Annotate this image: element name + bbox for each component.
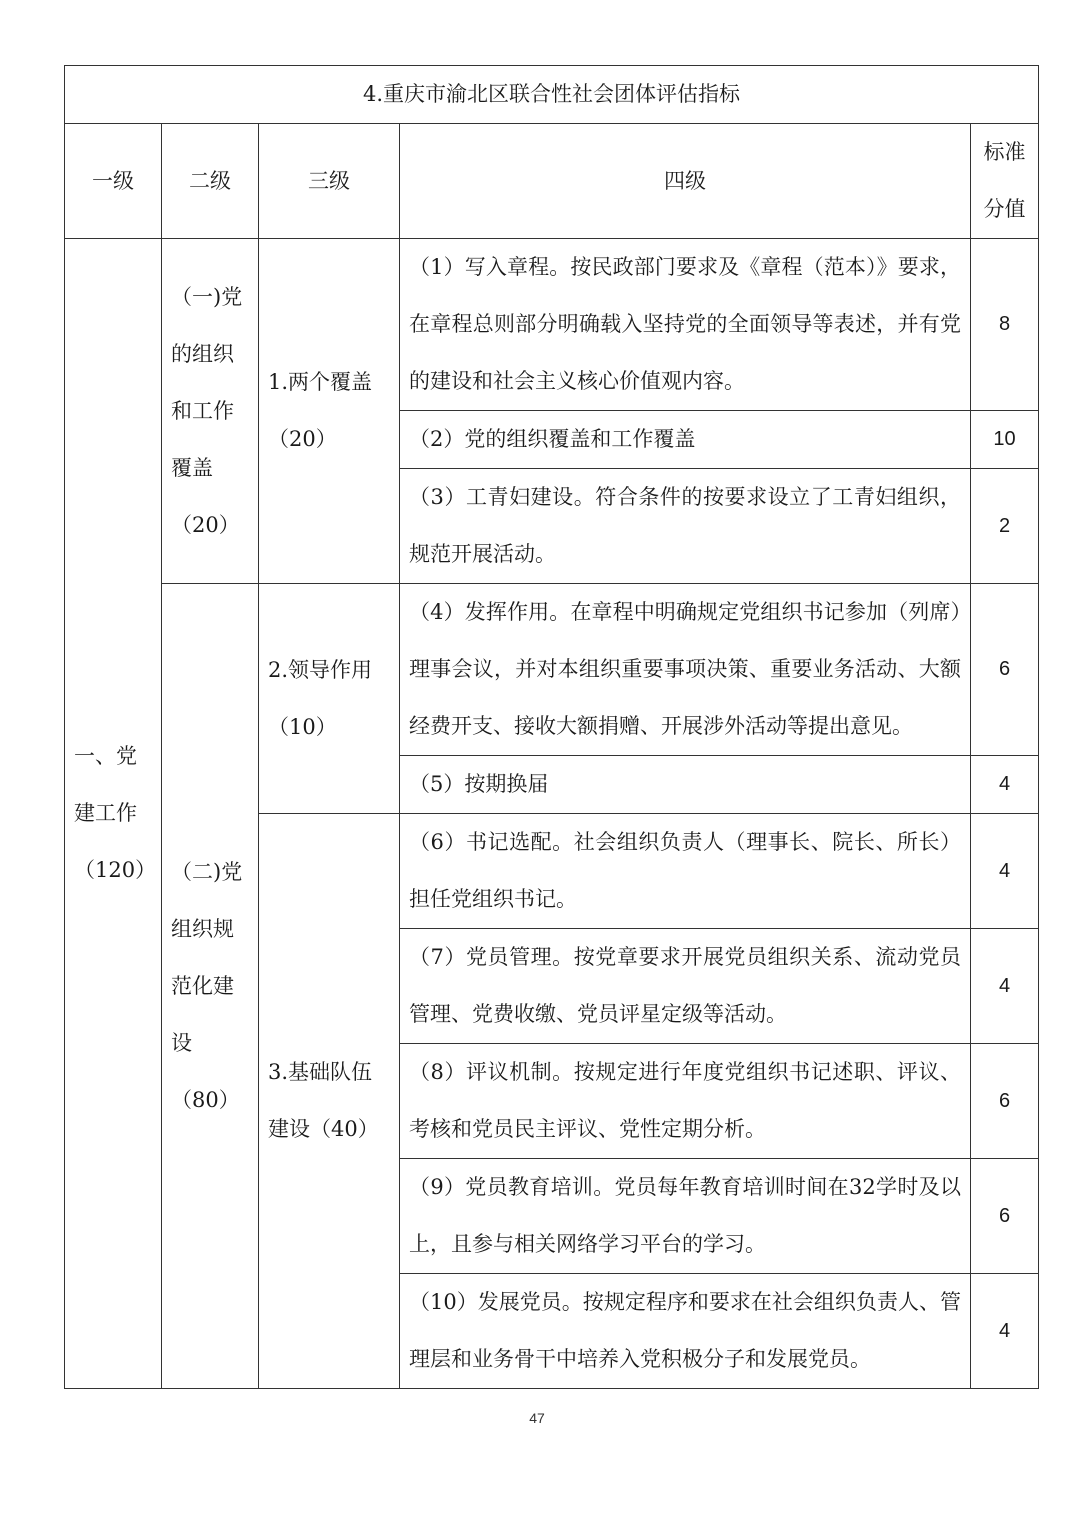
item-score: 4	[971, 929, 1039, 1044]
item-score: 4	[971, 1274, 1039, 1389]
header-level2: 二级	[162, 124, 259, 239]
item-text: （10）发展党员。按规定程序和要求在社会组织负责人、管理层和业务骨干中培养入党积极分子和发展党员。	[400, 1274, 971, 1389]
item-score: 2	[971, 469, 1039, 584]
item-text: （4）发挥作用。在章程中明确规定党组织书记参加（列席）理事会议，并对本组织重要事项决策、重要业务活动、大额经费开支、接收大额捐赠、开展涉外活动等提出意见。	[400, 584, 971, 756]
header-level4: 四级	[400, 124, 971, 239]
item-text: （6）书记选配。社会组织负责人（理事长、院长、所长）担任党组织书记。	[400, 814, 971, 929]
table-title: 4.重庆市渝北区联合性社会团体评估指标	[65, 66, 1039, 124]
item-text: （9）党员教育培训。党员每年教育培训时间在32学时及以上，且参与相关网络学习平台的学习。	[400, 1159, 971, 1274]
item-text: （3）工青妇建设。符合条件的按要求设立了工青妇组织，规范开展活动。	[400, 469, 971, 584]
item-text: （5）按期换届	[400, 756, 971, 814]
item-score: 6	[971, 584, 1039, 756]
item-score: 6	[971, 1159, 1039, 1274]
item-score: 4	[971, 814, 1039, 929]
item-score: 4	[971, 756, 1039, 814]
level1-cell: 一、党建工作（120）	[65, 239, 162, 1389]
item-score: 6	[971, 1044, 1039, 1159]
level2-cell: （二)党组织规范化建设（80）	[162, 584, 259, 1389]
level3-cell: 1.两个覆盖（20）	[259, 239, 400, 584]
page-number: 47	[529, 1410, 545, 1426]
level3-cell: 3.基础队伍建设（40）	[259, 814, 400, 1389]
item-score: 8	[971, 239, 1039, 411]
item-text: （1）写入章程。按民政部门要求及《章程（范本）》要求，在章程总则部分明确载入坚持党的全面领导等表述，并有党的建设和社会主义核心价值观内容。	[400, 239, 971, 411]
header-level1: 一级	[65, 124, 162, 239]
header-level3: 三级	[259, 124, 400, 239]
item-score: 10	[971, 411, 1039, 469]
level2-cell: （一)党的组织和工作覆盖（20）	[162, 239, 259, 584]
item-text: （2）党的组织覆盖和工作覆盖	[400, 411, 971, 469]
evaluation-table	[64, 65, 1039, 1389]
header-score: 标准分值	[971, 124, 1039, 239]
item-text: （8）评议机制。按规定进行年度党组织书记述职、评议、考核和党员民主评议、党性定期分析。	[400, 1044, 971, 1159]
level3-cell: 2.领导作用（10）	[259, 584, 400, 814]
item-text: （7）党员管理。按党章要求开展党员组织关系、流动党员管理、党费收缴、党员评星定级等活动。	[400, 929, 971, 1044]
